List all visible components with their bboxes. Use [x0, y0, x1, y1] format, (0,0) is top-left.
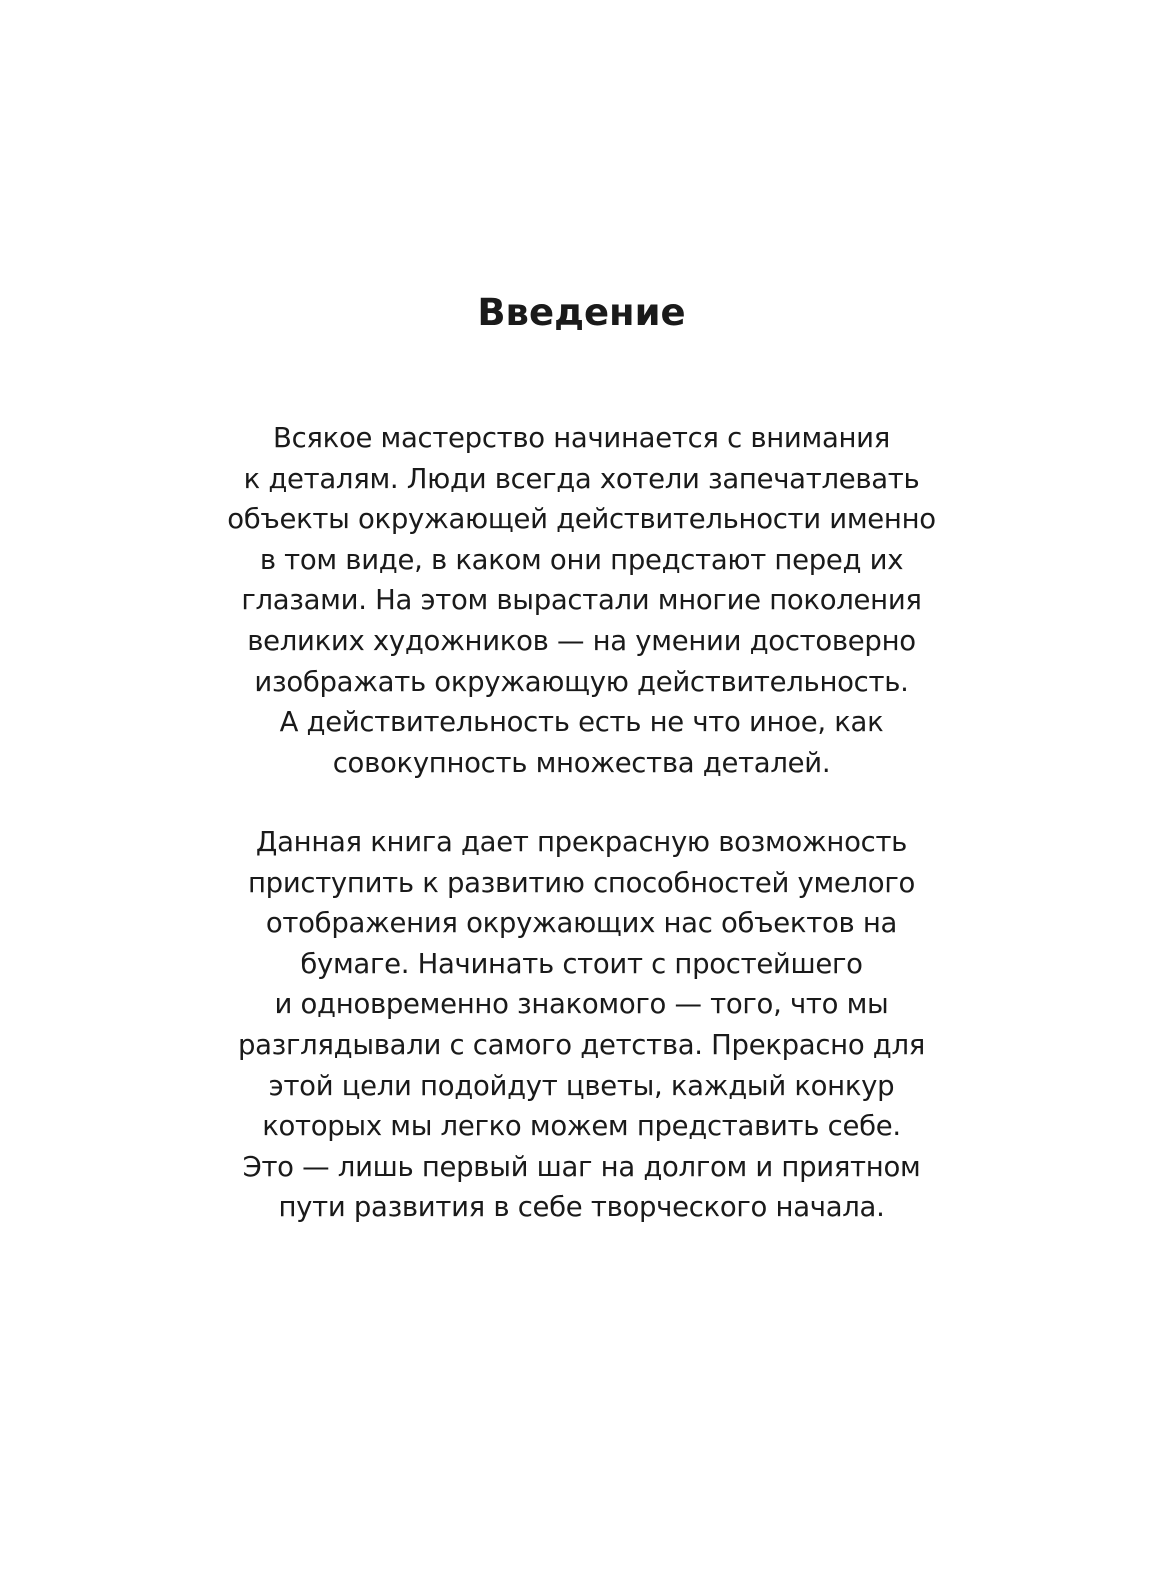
text-line: бумаге. Начинать стоит с простейшего: [300, 947, 863, 980]
page-title: Введение: [477, 291, 686, 334]
text-line: к деталям. Люди всегда хотели запечатлевать: [243, 462, 920, 495]
text-line: отображения окружающих нас объектов на: [265, 907, 898, 940]
paragraph-book-purpose: [0, 822, 1163, 1228]
text-line: которых мы легко можем представить себе.: [262, 1110, 901, 1143]
text-line: объекты окружающей действительности именно: [227, 503, 936, 536]
text-line: приступить к развитию способностей умелого: [247, 866, 915, 899]
text-line: этой цели подойдут цветы, каждый конкур: [268, 1069, 895, 1102]
text-line: совокупность множества деталей.: [332, 746, 831, 779]
text-line: великих художников — на умении достоверно: [247, 624, 916, 657]
text-line: Это — лишь первый шаг на долгом и приятном: [242, 1150, 921, 1183]
text-line: изображать окружающую действительность.: [254, 665, 909, 698]
text-line: глазами. На этом вырастали многие поколения: [241, 584, 922, 617]
text-line: разглядывали с самого детства. Прекрасно для: [237, 1028, 926, 1061]
text-line: пути развития в себе творческого начала.: [278, 1191, 885, 1224]
paragraph-intro: [0, 418, 1163, 783]
text-line: в том виде, в каком они предстают перед их: [259, 543, 904, 576]
text-line: Всякое мастерство начинается с внимания: [273, 422, 890, 454]
text-line: А действительность есть не что иное, как: [279, 706, 884, 739]
text-line: и одновременно знакомого — того, что мы: [274, 988, 889, 1021]
text-line: Данная книга дает прекрасную возможность: [255, 826, 908, 858]
